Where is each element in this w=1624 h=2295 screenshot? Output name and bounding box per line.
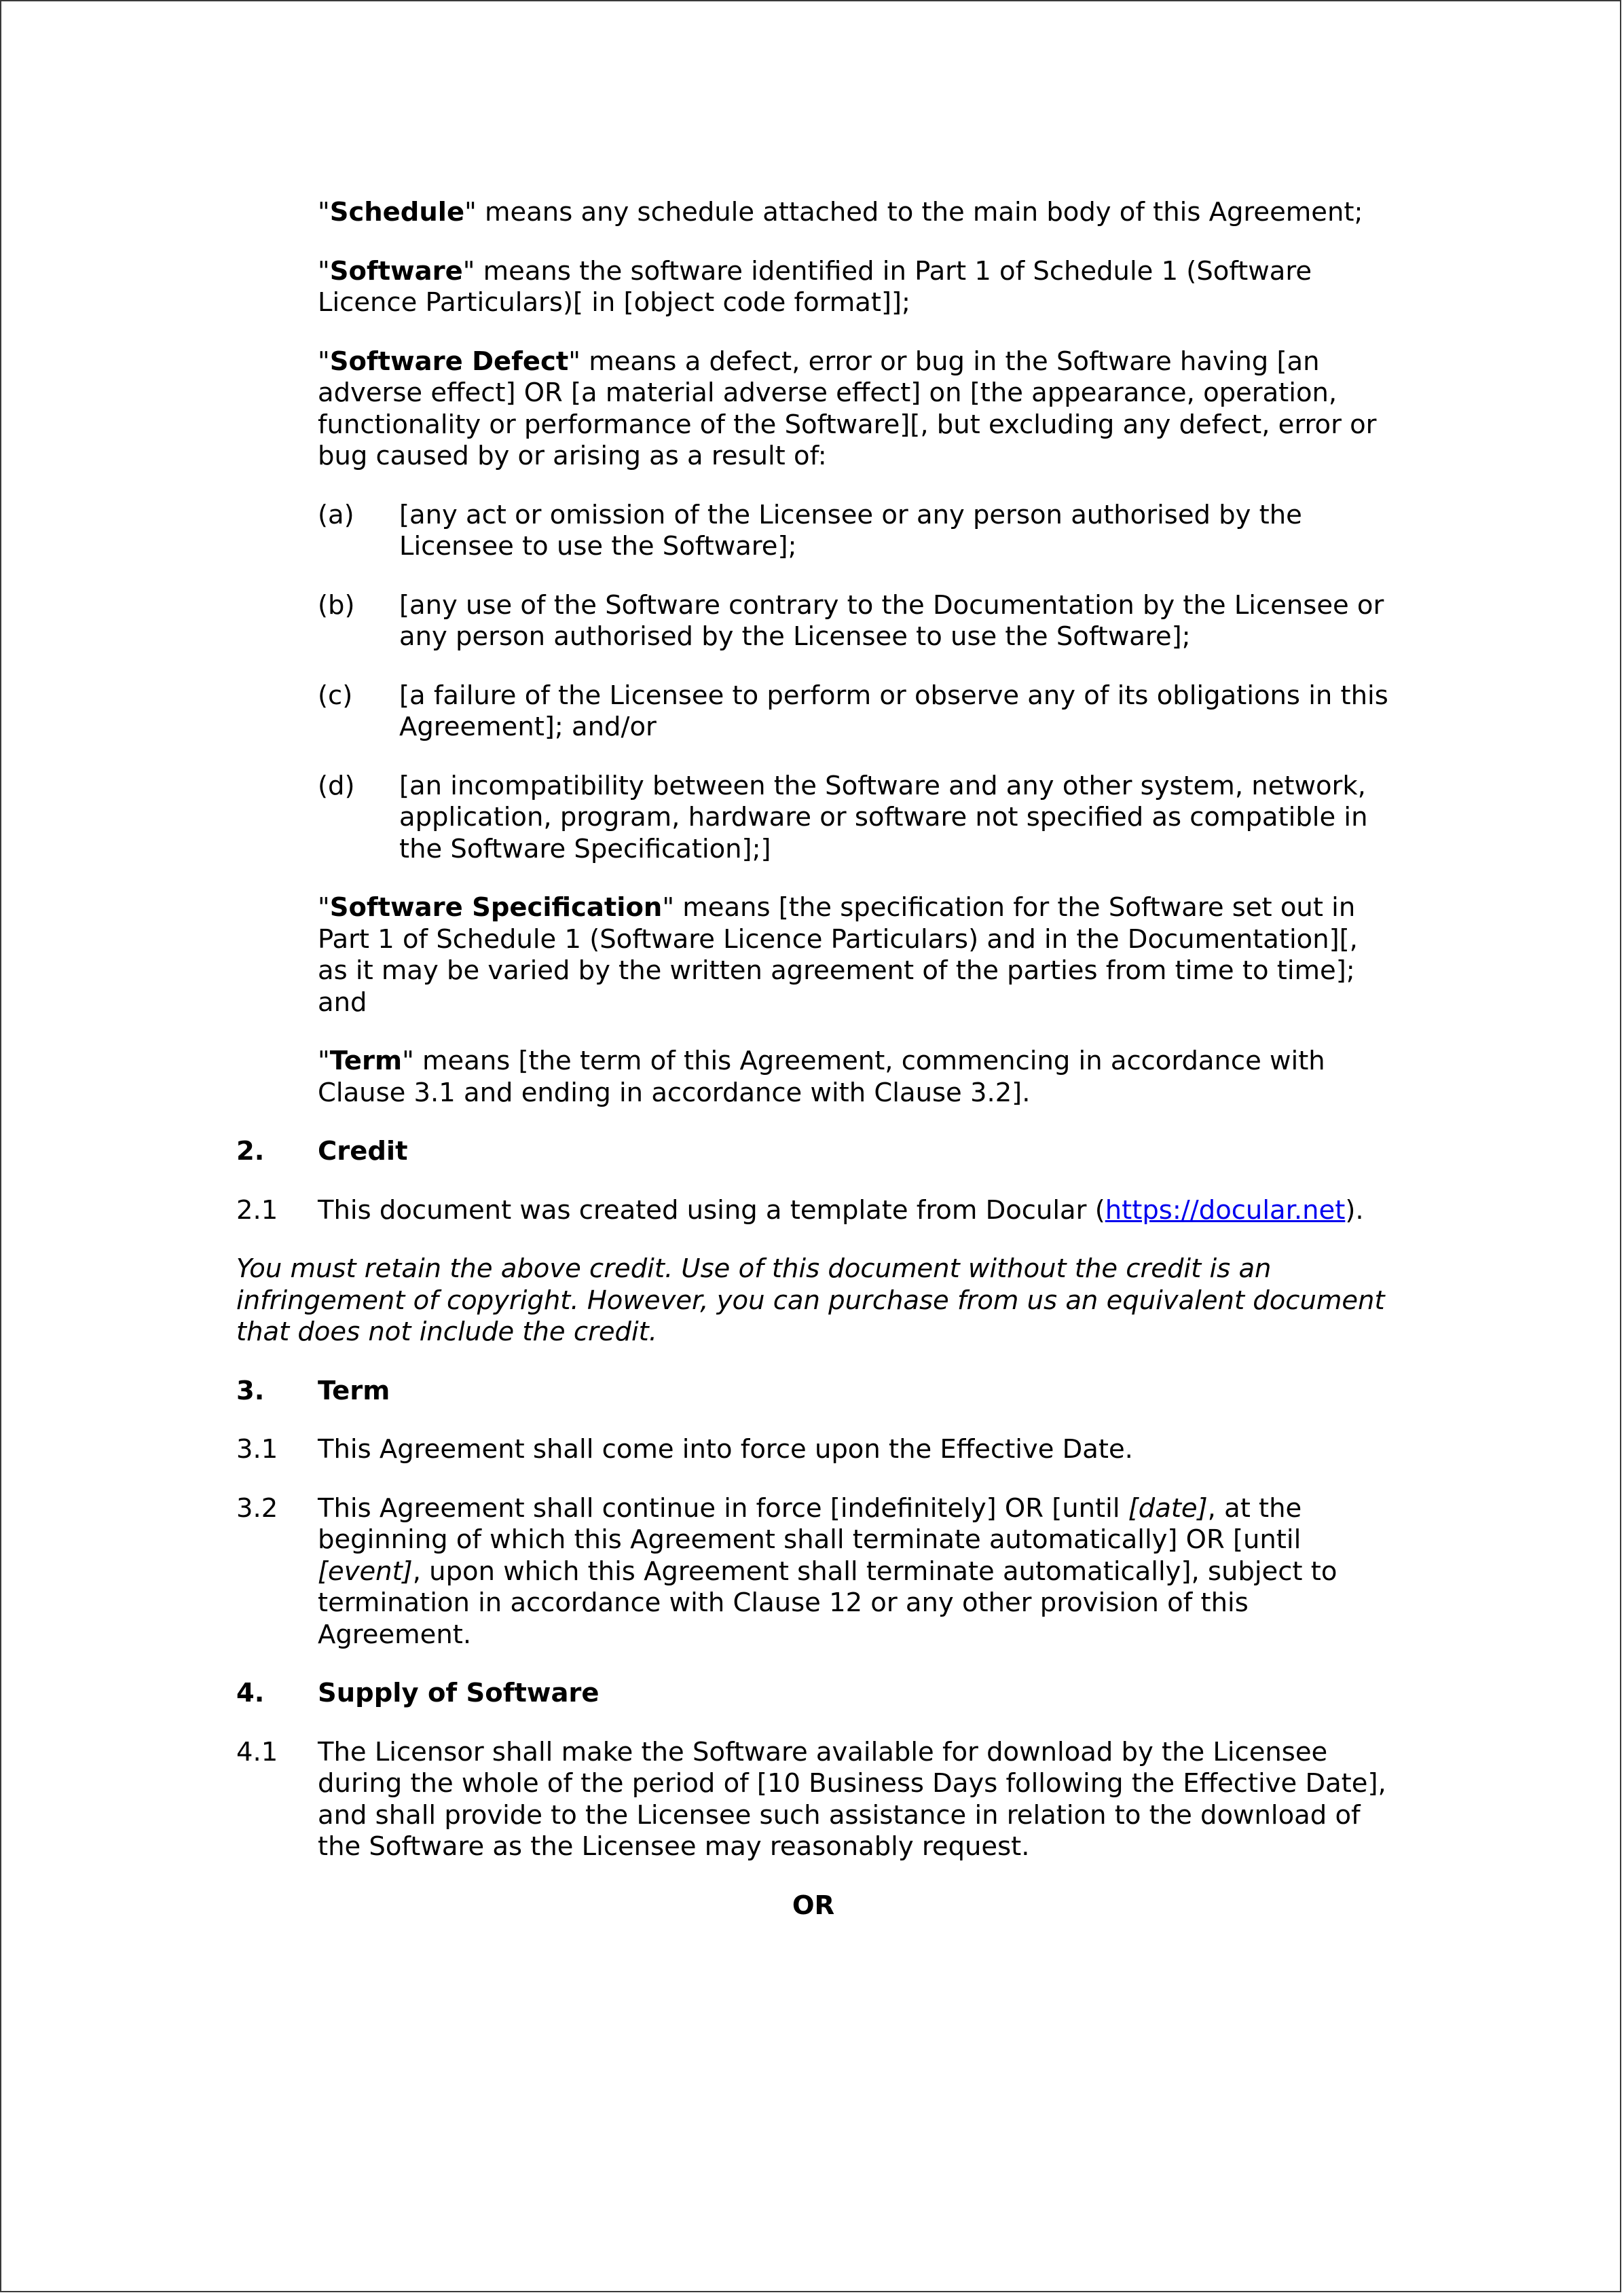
item-label: (b) bbox=[318, 589, 355, 621]
document-body bbox=[236, 197, 1390, 1922]
defect-item-d: (d) [an incompatibility between the Software and any other system, network, application, program, hardware or software not specified as compatible in the Software Specification];] bbox=[318, 770, 1368, 864]
defined-term: Software Defect bbox=[329, 346, 569, 377]
defect-item-a: (a) [any act or omission of the Licensee or any person authorised by the Licensee to use the Software]; bbox=[318, 499, 1302, 562]
item-label: (c) bbox=[318, 680, 353, 711]
clause-2-1: 2.1 This document was created using a template from Docular (https://docular.net). bbox=[236, 1194, 1364, 1226]
credit-note: You must retain the above credit. Use of this document without the credit is an infringement of copyright. However, you can purchase from us an equivalent document that does not include the credit. bbox=[236, 1253, 1385, 1347]
definition-schedule: "Schedule" means any schedule attached to the main body of this Agreement; bbox=[318, 197, 1363, 227]
date-placeholder: [date] bbox=[1128, 1492, 1208, 1524]
clause-number: 2.1 bbox=[236, 1194, 278, 1226]
or-separator: OR bbox=[792, 1890, 835, 1921]
definition-term: "Term" means [the term of this Agreement, commencing in accordance with Clause 3.1 and ending in accordance with Clause 3.2]. bbox=[318, 1046, 1325, 1108]
defect-item-b: (b) [any use of the Software contrary to the Documentation by the Licensee or any person authorised by the Licensee to use the Software]; bbox=[318, 589, 1384, 652]
section-number: 2. bbox=[236, 1136, 265, 1167]
definition-software: "Software" means the software identified in Part 1 of Schedule 1 (Software Licence Particulars)[ in [object code format]]; bbox=[318, 255, 1312, 318]
definition-software-specification: "Software Specification" means [the specification for the Software set out in Part 1 of Schedule 1 (Software Licence Particulars) and in the Documentation][, as it may be varied by the written agreement of the parties from time to time]; and bbox=[318, 892, 1358, 1018]
clause-number: 3.1 bbox=[236, 1434, 278, 1465]
section-heading-credit bbox=[236, 1136, 1390, 1168]
section-heading-supply bbox=[236, 1678, 1390, 1710]
definition-software-defect: "Software Defect" means a defect, error or bug in the Software having [an adverse effect] OR [a material adverse effect] on [the appearance, operation, functionality or performance of the Software][, but excluding any defect, error or bug caused by or arising as a result of: bbox=[318, 346, 1377, 471]
docular-link[interactable]: https://docular.net bbox=[1105, 1194, 1346, 1226]
clause-3-1: 3.1 This Agreement shall come into force upon the Effective Date. bbox=[236, 1434, 1133, 1465]
clause-3-2: 3.2 This Agreement shall continue in force [indefinitely] OR [until [date], at the beginning of which this Agreement shall terminate automatically] OR [until [event], upon which this Agreement shall terminate automatically], subject to termination in accordance with Clause 12 or any other provision of this Agreement. bbox=[236, 1492, 1337, 1650]
clause-number: 4.1 bbox=[236, 1736, 278, 1767]
section-title: Supply of Software bbox=[318, 1678, 599, 1708]
section-number: 4. bbox=[236, 1678, 265, 1708]
clause-number: 3.2 bbox=[236, 1492, 278, 1524]
defined-term: Term bbox=[329, 1046, 403, 1076]
defined-term: Software bbox=[329, 255, 463, 287]
defect-item-c: (c) [a failure of the Licensee to perform or observe any of its obligations in this Agreement]; and/or bbox=[318, 680, 1388, 742]
section-number: 3. bbox=[236, 1375, 265, 1406]
defined-term: Schedule bbox=[329, 197, 465, 227]
defined-term: Software Specification bbox=[329, 892, 663, 923]
event-placeholder: [event] bbox=[318, 1556, 413, 1587]
section-title: Credit bbox=[318, 1136, 408, 1167]
section-heading-term bbox=[236, 1375, 1390, 1408]
item-label: (a) bbox=[318, 499, 354, 530]
section-title: Term bbox=[318, 1375, 390, 1406]
clause-4-1: 4.1 The Licensor shall make the Software available for download by the Licensee during the whole of the period of [10 Business Days following the Effective Date], and shall provide to the Licensee such assistance in relation to the download of the Software as the Licensee may reasonably request. bbox=[236, 1736, 1386, 1862]
item-label: (d) bbox=[318, 770, 355, 801]
